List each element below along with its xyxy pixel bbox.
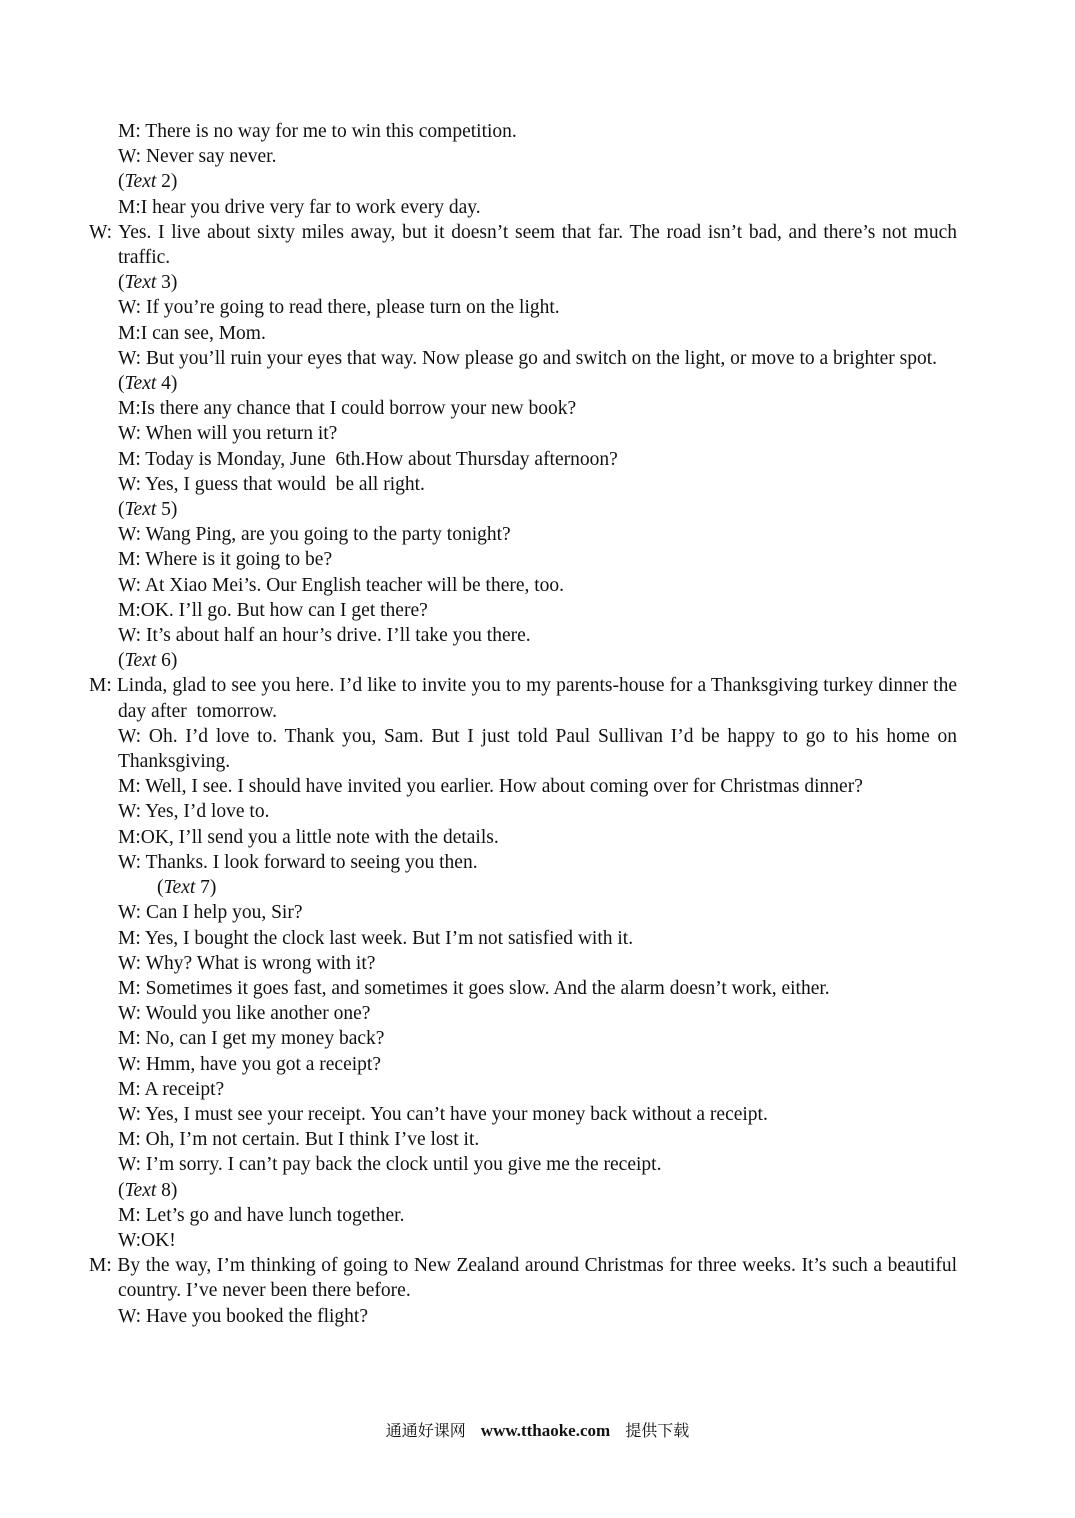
dialogue-line: M:OK, I’ll send you a little note with the details. [118, 826, 499, 848]
dialogue-line: W: Why? What is wrong with it? [118, 952, 376, 974]
footer-url[interactable]: www.tthaoke.com [480, 1421, 611, 1440]
dialogue-line: W: Hmm, have you got a receipt? [118, 1053, 381, 1075]
footer-download-note: 提供下载 [625, 1421, 690, 1440]
section-label-word: Text [124, 650, 157, 672]
section-label [89, 1178, 957, 1203]
section-label [89, 648, 957, 673]
section-label-word: Text [124, 499, 157, 521]
section-label-open: ( [118, 1179, 125, 1201]
dialogue-line: W: Would you like another one? [118, 1003, 371, 1025]
section-label [89, 875, 957, 900]
dialogue-line: W: I’m sorry. I can’t pay back the clock until you give me the receipt. [118, 1154, 662, 1176]
dialogue-line: M: Linda, glad to see you here. I’d like to invite you to my parents-house for a Thanksgiving turkey dinner the day after tomorrow. [89, 675, 962, 722]
section-label-open: ( [118, 650, 125, 672]
dialogue-line: W: Yes, I’d love to. [118, 801, 270, 823]
dialogue-line: W:OK! [118, 1229, 176, 1251]
dialogue-line: M: By the way, I’m thinking of going to New Zealand around Christmas for three weeks. It’s such a beautiful country. I’ve never been there before. [89, 1255, 962, 1302]
section-label [89, 497, 957, 522]
dialogue-line: M: There is no way for me to win this competition. [118, 121, 517, 142]
section-label [89, 371, 957, 396]
dialogue-line: W: Have you booked the flight? [118, 1305, 368, 1327]
dialogue-line: W: It’s about half an hour’s drive. I’ll take you there. [118, 625, 531, 647]
dialogue-line: M:I can see, Mom. [118, 322, 266, 344]
section-label-word: Text [124, 272, 157, 294]
section-label-open: ( [118, 272, 125, 294]
section-label-word: Text [124, 1179, 157, 1201]
dialogue-line: W: Wang Ping, are you going to the party tonight? [118, 524, 511, 546]
dialogue-line: M:I hear you drive very far to work every day. [118, 196, 481, 218]
dialogue-line: W: When will you return it? [118, 423, 338, 445]
dialogue-line: W: But you’ll ruin your eyes that way. Now please go and switch on the light, or move to a brighter spot. [118, 347, 938, 369]
section-label [89, 169, 957, 194]
section-label-word: Text [124, 373, 157, 395]
page-footer [0, 1420, 1075, 1442]
section-label-number: 8) [156, 1179, 178, 1201]
dialogue-line: M: Let’s go and have lunch together. [118, 1204, 405, 1226]
dialogue-line: M:OK. I’ll go. But how can I get there? [118, 599, 428, 621]
dialogue-line: M: Where is it going to be? [118, 549, 333, 571]
footer-site-name: 通通好课网 [385, 1421, 466, 1440]
section-label-open: ( [157, 877, 164, 899]
section-label-word: Text [163, 877, 196, 899]
dialogue-line: M: Oh, I’m not certain. But I think I’ve lost it. [118, 1129, 480, 1151]
section-label-open: ( [118, 499, 125, 521]
dialogue-line: W: Yes. I live about sixty miles away, but it doesn’t seem that far. The road isn’t bad, and there’s not much traffic. [89, 221, 962, 269]
dialogue-line: W: Never say never. [118, 146, 277, 168]
dialogue-line: W: Yes, I must see your receipt. You can’t have your money back without a receipt. [118, 1103, 768, 1125]
section-label-number: 7) [195, 877, 217, 899]
transcript-body [89, 119, 962, 1329]
dialogue-line: M:Is there any chance that I could borrow your new book? [118, 398, 577, 420]
section-label-open: ( [118, 171, 125, 193]
section-label-number: 5) [156, 499, 178, 521]
dialogue-line: M: Well, I see. I should have invited you earlier. How about coming over for Christmas dinner? [118, 776, 863, 798]
section-label-open: ( [118, 373, 125, 395]
section-label-word: Text [124, 171, 157, 193]
dialogue-line: W: Can I help you, Sir? [118, 902, 303, 924]
section-label-number: 2) [156, 171, 178, 193]
section-label-number: 4) [156, 373, 178, 395]
dialogue-line: M: No, can I get my money back? [118, 1028, 385, 1050]
dialogue-line: W: Yes, I guess that would be all right. [118, 473, 425, 495]
dialogue-line: M: Sometimes it goes fast, and sometimes it goes slow. And the alarm doesn’t work, either. [118, 977, 830, 999]
dialogue-line: W: Oh. I’d love to. Thank you, Sam. But I just told Paul Sullivan I’d be happy to go to his home on Thanksgiving. [118, 725, 962, 773]
section-label-number: 6) [156, 650, 178, 672]
section-label [89, 270, 957, 295]
dialogue-line: W: Thanks. I look forward to seeing you then. [118, 851, 478, 873]
dialogue-line: M: Yes, I bought the clock last week. But I’m not satisfied with it. [118, 927, 634, 949]
dialogue-line: M: A receipt? [118, 1078, 225, 1100]
dialogue-line: W: At Xiao Mei’s. Our English teacher will be there, too. [118, 574, 565, 596]
dialogue-line: M: Today is Monday, June 6th.How about Thursday afternoon? [118, 448, 618, 470]
section-label-number: 3) [156, 272, 178, 294]
dialogue-line: W: If you’re going to read there, please turn on the light. [118, 297, 560, 319]
